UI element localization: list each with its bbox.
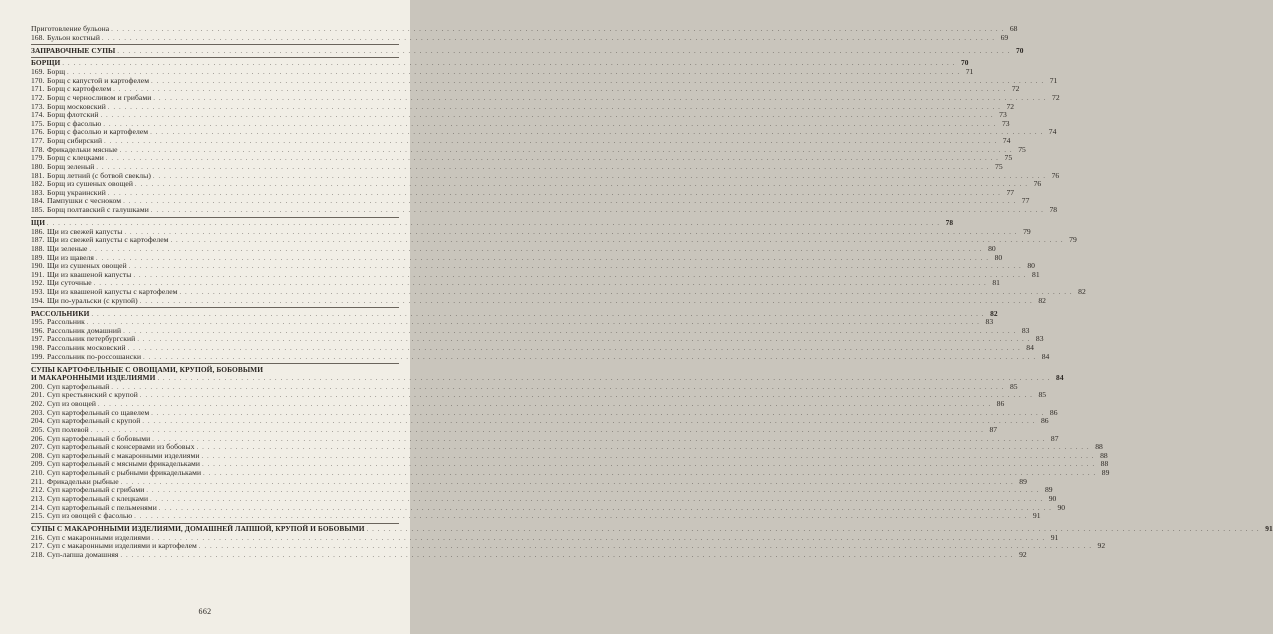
page-ref: 80 [994,252,1003,262]
section-divider [31,361,399,365]
dot-leader: . . . . . . . . . . . . . . . . . . . . . . . . . . . . . . . . . . . . . . . . . . . . . . . . . . . . . . . . . . . . . . . . . . . . . . . . . . . . . . . . . . . . . . . . . . . . . . . . . . . . . . . . . . . . . . . . . . . . . . . . . . . . . . . . . . . . . . . . . . . . . . . . . . . . . . . . . . . . . . . . [203,471,1097,478]
dot-leader: . . . . . . . . . . . . . . . . . . . . . . . . . . . . . . . . . . . . . . . . . . . . . . . . . . . . . . . . . . . . . . . . . . . . . . . . . . . . . . . . . . . . . . . . . . . . . . . . . . . . . . . . . . . . . . . . . . . . . . . . . . . . . . . . . . . . . . . . . . . . . . . . . . . . . . . . . . . . . . . . [113,87,1007,94]
entry-title: Рассольник петербургский [47,334,136,344]
toc-entry [31,295,1046,306]
dot-leader: . . . . . . . . . . . . . . . . . . . . . . . . . . . . . . . . . . . . . . . . . . . . . . . . . . . . . . . . . . . . . . . . . . . . . . . . . . . . . . . . . . . . . . . . . . . . . . . . . . . . . . . . . . . . . . . . . . . . . . . . . . . . . . . . . . . . . . . . . . . . . . . . . . . . . . . . . . . . . . . . [89,246,983,253]
page-ref: 71 [1049,75,1058,85]
entry-title: Борщ с клецками [47,153,104,163]
dot-leader: . . . . . . . . . . . . . . . . . . . . . . . . . . . . . . . . . . . . . . . . . . . . . . . . . . . . . . . . . . . . . . . . . . . . . . . . . . . . . . . . . . . . . . . . . . . . . . . . . . . . . . . . . . . . . . . . . . . . . . . . . . . . . . . . . . . . . . . . . . . . . . . . . . . . . . . . . . . . . . . . [157,376,1051,383]
page-ref: 83 [1021,325,1030,335]
entry-title: Суп картофельный с бобовыми [47,433,151,443]
dot-leader: . . . . . . . . . . . . . . . . . . . . . . . . . . . . . . . . . . . . . . . . . . . . . . . . . . . . . . . . . . . . . . . . . . . . . . . . . . . . . . . . . . . . . . . . . . . . . . . . . . . . . . . . . . . . . . . . . . . . . . . . . . . . . . . . . . . . . . . . . . . . . . . . . . . . . . . . . . . . . . . . [202,462,1096,469]
page-ref: 91 [1265,524,1273,534]
page-ref: 76 [1051,170,1060,180]
entry-number: 196. [31,325,45,335]
section-title: СУПЫ КАРТОФЕЛЬНЫЕ С ОВОЩАМИ, КРУПОЙ, БОБОВЫМИ [31,364,264,374]
entry-number: 213. [31,493,45,503]
dot-leader: . . . . . . . . . . . . . . . . . . . . . . . . . . . . . . . . . . . . . . . . . . . . . . . . . . . . . . . . . . . . . . . . . . . . . . . . . . . . . . . . . . . . . . . . . . . . . . . . . . . . . . . . . . . . . . . . . . . . . . . . . . . . . . . . . . . . . . . . . . . . . . . . . . . . . . . . . . . . . . . . [107,190,1002,197]
page-ref: 83 [1035,334,1044,344]
entry-number: 212. [31,485,45,495]
page-ref: 70 [960,58,969,68]
page-ref: 82 [1078,287,1086,297]
entry-number: 206. [31,433,45,443]
page-number: 662 [198,607,212,616]
page-ref: 72 [1006,101,1015,111]
page-ref: 92 [1097,541,1106,551]
entry-number: 198. [31,343,45,353]
entry-title: Борщ из сушеных овощей [47,179,133,189]
entry-number: 216. [31,532,45,542]
page-ref: 73 [1001,118,1010,128]
page-ref: 85 [1038,390,1047,400]
page-ref: 90 [1057,502,1066,512]
page-ref: 90 [1048,493,1057,503]
page-ref: 89 [1045,485,1053,495]
page-ref: 88 [1095,442,1103,452]
table-of-contents [31,24,1273,560]
page-ref: 71 [965,67,974,77]
entry-title: Суп из овощей [47,399,97,409]
entry-number: 205. [31,424,45,434]
entry-title: Борщ с фасолью [47,118,102,128]
dot-leader: . . . . . . . . . . . . . . . . . . . . . . . . . . . . . . . . . . . . . . . . . . . . . . . . . . . . . . . . . . . . . . . . . . . . . . . . . . . . . . . . . . . . . . . . . . . . . . . . . . . . . . . . . . . . . . . . . . . . . . . . . . . . . . . . . . . . . . . . . . . . . . . . . . . . . . . . . . . . . . . . [98,402,992,409]
entry-number: 192. [31,278,45,288]
page-ref: 80 [1027,261,1035,271]
entry-title: Пампушки с чесноком [47,196,122,206]
entry-title: Щи из сушеных овощей [47,261,127,271]
page-ref: 79 [1023,226,1031,236]
entry-number: 208. [31,450,45,460]
page-ref: 82 [990,308,998,318]
entry-number: 171. [31,84,45,94]
entry-number: 218. [31,550,45,560]
entry-number: 168. [31,32,45,42]
entry-number: 209. [31,459,45,469]
dot-leader: . . . . . . . . . . . . . . . . . . . . . . . . . . . . . . . . . . . . . . . . . . . . . . . . . . . . . . . . . . . . . . . . . . . . . . . . . . . . . . . . . . . . . . . . . . . . . . . . . . . . . . . . . . . . . . . . . . . . . . . . . . . . . . . . . . . . . . . . . . . . . . . . . . . . . . . . . . . . . . . . [111,384,1005,391]
section-divider [31,305,399,309]
page-ref: 79 [1069,235,1077,245]
dot-leader: . . . . . . . . . . . . . . . . . . . . . . . . . . . . . . . . . . . . . . . . . . . . . . . . . . . . . . . . . . . . . . . . . . . . . . . . . . . . . . . . . . . . . . . . . . . . . . . . . . . . . . . . . . . . . . . . . . . . . . . . . . . . . . . . . . . . . . . . . . . . . . . . . . . . . . . . . . . . . . . . [152,436,1046,443]
entry-title: Борщ с фасолью и картофелем [47,127,149,137]
page-ref: 75 [1018,144,1026,154]
dot-leader: . . . . . . . . . . . . . . . . . . . . . . . . . . . . . . . . . . . . . . . . . . . . . . . . . . . . . . . . . . . . . . . . . . . . . . . . . . . . . . . . . . . . . . . . . . . . . . . . . . . . . . . . . . . . . . . . . . . . . . . . . . . . . . . . . . . . . . . . . . . . . . . . . . . . . . . . . . . . . . . . [201,453,1095,460]
dot-leader: . . . . . . . . . . . . . . . . . . . . . . . . . . . . . . . . . . . . . . . . . . . . . . . . . . . . . . . . . . . . . . . . . . . . . . . . . . . . . . . . . . . . . . . . . . . . . . . . . . . . . . . . . . . . . . . . . . . . . . . . . . . . . . . . . . . . . . . . . . . . . . . . . . . . . . . . . . . . . . . . [47,221,941,228]
entry-number: 170. [31,75,45,85]
entry-number: 174. [31,110,45,120]
entry-title: Борщ флотский [47,110,99,120]
entry-number: 211. [31,476,45,486]
entry-number: 194. [31,295,45,305]
entry-number: 215. [31,511,45,521]
page-ref: 91 [1050,532,1059,542]
entry-number: 172. [31,92,45,102]
dot-leader: . . . . . . . . . . . . . . . . . . . . . . . . . . . . . . . . . . . . . . . . . . . . . . . . . . . . . . . . . . . . . . . . . . . . . . . . . . . . . . . . . . . . . . . . . . . . . . . . . . . . . . . . . . . . . . . . . . . . . . . . . . . . . . . . . . . . . . . . . . . . . . . . . . . . . . . . . . . . . . . . [123,328,1017,335]
section-title: И МАКАРОННЫМИ ИЗДЕЛИЯМИ [31,373,156,383]
dot-leader: . . . . . . . . . . . . . . . . . . . . . . . . . . . . . . . . . . . . . . . . . . . . . . . . . . . . . . . . . . . . . . . . . . . . . . . . . . . . . . . . . . . . . . . . . . . . . . . . . . . . . . . . . . . . . . . . . . . . . . . . . . . . . . . . . . . . . . . . . . . . . . . . . . . . . . . . . . . . . . . . [103,121,997,128]
section-title: РАССОЛЬНИКИ [31,308,90,318]
dot-leader: . . . . . . . . . . . . . . . . . . . . . . . . . . . . . . . . . . . . . . . . . . . . . . . . . . . . . . . . . . . . . . . . . . . . . . . . . . . . . . . . . . . . . . . . . . . . . . . . . . . . . . . . . . . . . . . . . . . . . . . . . . . . . . . . . . . . . . . . . . . . . . . . . . . . . . . . . . . . . . . . [142,419,1036,426]
dot-leader: . . . . . . . . . . . . . . . . . . . . . . . . . . . . . . . . . . . . . . . . . . . . . . . . . . . . . . . . . . . . . . . . . . . . . . . . . . . . . . . . . . . . . . . . . . . . . . . . . . . . . . . . . . . . . . . . . . . . . . . . . . . . . . . . . . . . . . . . . . . . . . . . . . . . . . . . . . . . . . . . [128,264,1022,271]
dot-leader: . . . . . . . . . . . . . . . . . . . . . . . . . . . . . . . . . . . . . . . . . . . . . . . . . . . . . . . . . . . . . . . . . . . . . . . . . . . . . . . . . . . . . . . . . . . . . . . . . . . . . . . . . . . . . . . . . . . . . . . . . . . . . . . . . . . . . . . . . . . . . . . . . . . . . . . . . . . . . . . . [153,95,1047,102]
page-ref: 72 [1052,92,1060,102]
entry-title: Борщ с капустой и картофелем [47,75,150,85]
entry-title: Щи суточные [47,278,92,288]
entry-number: 202. [31,399,45,409]
dot-leader: . . . . . . . . . . . . . . . . . . . . . . . . . . . . . . . . . . . . . . . . . . . . . . . . . . . . . . . . . . . . . . . . . . . . . . . . . . . . . . . . . . . . . . . . . . . . . . . . . . . . . . . . . . . . . . . . . . . . . . . . . . . . . . . . . . . . . . . . . . . . . . . . . . . . . . . . . . . . . . . . [150,496,1044,503]
dot-leader: . . . . . . . . . . . . . . . . . . . . . . . . . . . . . . . . . . . . . . . . . . . . . . . . . . . . . . . . . . . . . . . . . . . . . . . . . . . . . . . . . . . . . . . . . . . . . . . . . . . . . . . . . . . . . . . . . . . . . . . . . . . . . . . . . . . . . . . . . . . . . . . . . . . . . . . . . . . . . . . . [101,35,996,42]
entry-title: Щи из квашеной капусты с картофелем [47,287,178,297]
page-ref: 85 [1009,381,1018,391]
entry-title: Борщ полтавский с галушками [47,205,149,215]
entry-title: Борщ украинский [47,187,106,197]
toc-entry [31,32,1009,43]
page-ref: 70 [1015,45,1024,55]
entry-title: Щи из свежей капусты [47,226,123,236]
toc-entry [31,511,1041,521]
page-ref: 78 [945,218,954,228]
page-ref: 80 [988,243,996,253]
entry-title: Щи из щавеля [47,252,94,262]
entry-number: 175. [31,118,45,128]
page-ref: 88 [1100,450,1108,460]
page-ref: 84 [1056,373,1064,383]
page-ref: 88 [1100,459,1109,469]
entry-number: 184. [31,196,45,206]
dot-leader: . . . . . . . . . . . . . . . . . . . . . . . . . . . . . . . . . . . . . . . . . . . . . . . . . . . . . . . . . . . . . . . . . . . . . . . . . . . . . . . . . . . . . . . . . . . . . . . . . . . . . . . . . . . . . . . . . . . . . . . . . . . . . . . . . . . . . . . . . . . . . . . . . . . . . . . . . . . . . . . . [198,544,1093,551]
entry-number: 180. [31,161,45,171]
dot-leader: . . . . . . . . . . . . . . . . . . . . . . . . . . . . . . . . . . . . . . . . . . . . . . . . . . . . . . . . . . . . . . . . . . . . . . . . . . . . . . . . . . . . . . . . . . . . . . . . . . . . . . . . . . . . . . . . . . . . . . . . . . . . . . . . . . . . . . . . . . . . . . . . . . . . . . . . . . . . . . . . [117,48,1011,55]
entry-title: Суп с макаронными изделиями и картофелем [47,541,197,551]
section-title: БОРЩИ [31,58,61,68]
entry-number: 177. [31,136,45,146]
page-ref: 75 [995,161,1003,171]
dot-leader: . . . . . . . . . . . . . . . . . . . . . . . . . . . . . . . . . . . . . . . . . . . . . . . . . . . . . . . . . . . . . . . . . . . . . . . . . . . . . . . . . . . . . . . . . . . . . . . . . . . . . . . . . . . . . . . . . . . . . . . . . . . . . . . . . . . . . . . . . . . . . . . . . . . . . . . . . . . . . . . . [119,147,1013,154]
entry-title: Суп с макаронными изделиями [47,532,151,542]
dot-leader: . . . . . . . . . . . . . . . . . . . . . . . . . . . . . . . . . . . . . . . . . . . . . . . . . . . . . . . . . . . . . . . . . . . . . . . . . . . . . . . . . . . . . . . . . . . . . . . . . . . . . . . . . . . . . . . . . . . . . . . . . . . . . . . . . . . . . . . . . . . . . . . . . . . . . . . . . . . . . . . . [127,346,1021,353]
entry-title: Суп картофельный с грибами [47,485,145,495]
entry-title: Щи из квашеной капусты [47,269,132,279]
page-ref: 74 [1048,127,1057,137]
dot-leader: . . . . . . . . . . . . . . . . . . . . . . . . . . . . . . . . . . . . . . . . . . . . . . . . . . . . . . . . . . . . . . . . . . . . . . . . . . . . . . . . . . . . . . . . . . . . . . . . . . . . . . . . . . . . . . . . . . . . . . . . . . . . . . . . . . . . . . . . . . . . . . . . . . . . . . . . . . . . . . . . [62,61,956,68]
dot-leader: . . . . . . . . . . . . . . . . . . . . . . . . . . . . . . . . . . . . . . . . . . . . . . . . . . . . . . . . . . . . . . . . . . . . . . . . . . . . . . . . . . . . . . . . . . . . . . . . . . . . . . . . . . . . . . . . . . . . . . . . . . . . . . . . . . . . . . . . . . . . . . . . . . . . . . . . . . . . . . . . [152,535,1046,542]
entry-title: Суп картофельный с мясными фрикадельками [47,459,201,469]
page-ref: 86 [1040,416,1049,426]
section-header [31,308,998,319]
entry-title: Суп картофельный с рыбными фрикадельками [47,468,202,478]
entry-title: Щи из свежей капусты с картофелем [47,235,169,245]
dot-leader: . . . . . . . . . . . . . . . . . . . . . . . . . . . . . . . . . . . . . . . . . . . . . . . . . . . . . . . . . . . . . . . . . . . . . . . . . . . . . . . . . . . . . . . . . . . . . . . . . . . . . . . . . . . . . . . . . . . . . . . . . . . . . . . . . . . . . . . . . . . . . . . . . . . . . . . . . . . . . . . . [96,164,990,171]
entry-number: 169. [31,67,45,77]
page-ref: 77 [1006,187,1015,197]
entry-title: Суп крестьянский с крупой [47,390,138,400]
dot-leader: . . . . . . . . . . . . . . . . . . . . . . . . . . . . . . . . . . . . . . . . . . . . . . . . . . . . . . . . . . . . . . . . . . . . . . . . . . . . . . . . . . . . . . . . . . . . . . . . . . . . . . . . . . . . . . . . . . . . . . . . . . . . . . . . . . . . . . . . . . . . . . . . . . . . . . . . . . . . . . . . [107,104,1002,111]
entry-title: Суп-лапша домашняя [47,550,119,560]
page-ref: 75 [1004,153,1013,163]
entry-title: Щи зеленые [47,243,88,253]
entry-title: Рассольник московский [47,343,126,353]
entry-number: 182. [31,179,45,189]
entry-title: Щи по-уральски (с крупой) [47,295,138,305]
dot-leader: . . . . . . . . . . . . . . . . . . . . . . . . . . . . . . . . . . . . . . . . . . . . . . . . . . . . . . . . . . . . . . . . . . . . . . . . . . . . . . . . . . . . . . . . . . . . . . . . . . . . . . . . . . . . . . . . . . . . . . . . . . . . . . . . . . . . . . . . . . . . . . . . . . . . . . . . . . . . . . . . [100,113,994,120]
page-ref: 81 [1032,269,1040,279]
entry-title: Борщ [47,67,66,77]
entry-title: Суп картофельный с крупой [47,416,141,426]
dot-leader: . . . . . . . . . . . . . . . . . . . . . . . . . . . . . . . . . . . . . . . . . . . . . . . . . . . . . . . . . . . . . . . . . . . . . . . . . . . . . . . . . . . . . . . . . . . . . . . . . . . . . . . . . . . . . . . . . . . . . . . . . . . . . . . . . . . . . . . . . . . . . . . . . . . . . . . . . . . . . . . . [90,427,985,434]
page-ref: 72 [1011,84,1020,94]
entry-number: 200. [31,381,45,391]
page-ref: 78 [1049,205,1058,215]
entry-number: 203. [31,407,45,417]
entry-number: 195. [31,317,45,327]
page-ref: 91 [1032,511,1041,521]
dot-leader: . . . . . . . . . . . . . . . . . . . . . . . . . . . . . . . . . . . . . . . . . . . . . . . . . . . . . . . . . . . . . . . . . . . . . . . . . . . . . . . . . . . . . . . . . . . . . . . . . . . . . . . . . . . . . . . . . . . . . . . . . . . . . . . . . . . . . . . . . . . . . . . . . . . . . . . . . . . . . . . . [95,255,990,262]
entry-number: 190. [31,261,45,271]
entry-title: Суп картофельный [47,381,110,391]
dot-leader: . . . . . . . . . . . . . . . . . . . . . . . . . . . . . . . . . . . . . . . . . . . . . . . . . . . . . . . . . . . . . . . . . . . . . . . . . . . . . . . . . . . . . . . . . . . . . . . . . . . . . . . . . . . . . . . . . . . . . . . . . . . . . . . . . . . . . . . . . . . . . . . . . . . . . . . . . . . . . . . . [143,354,1037,361]
section-divider [31,55,399,59]
dot-leader: . . . . . . . . . . . . . . . . . . . . . . . . . . . . . . . . . . . . . . . . . . . . . . . . . . . . . . . . . . . . . . . . . . . . . . . . . . . . . . . . . . . . . . . . . . . . . . . . . . . . . . . . . . . . . . . . . . . . . . . . . . . . . . . . . . . . . . . . . . . . . . . . . . . . . . . . . . . . . . . . [137,337,1031,344]
entry-title: Борщ сибирский [47,136,103,146]
entry-number: 181. [31,170,45,180]
entry-title: Суп картофельный со щавелем [47,407,150,417]
toc-entry [31,205,1058,215]
dot-leader: . . . . . . . . . . . . . . . . . . . . . . . . . . . . . . . . . . . . . . . . . . . . . . . . . . . . . . . . . . . . . . . . . . . . . . . . . . . . . . . . . . . . . . . . . . . . . . . . . . . . . . . . . . . . . . . . . . . . . . . . . . . . . . . . . . . . . . . . . . . . . . . . . . . . . . . . . . . . . . . . [179,290,1073,297]
entry-title: Бульон костный [47,32,100,42]
page-ref: 84 [1026,343,1034,353]
entry-number: 188. [31,243,45,253]
dot-leader: . . . . . . . . . . . . . . . . . . . . . . . . . . . . . . . . . . . . . . . . . . . . . . . . . . . . . . . . . . . . . . . . . . . . . . . . . . . . . . . . . . . . . . . . . . . . . . . . . . . . . . . . . . . . . . . . . . . . . . . . . . . . . . . . . . . . . . . . . . . . . . . . . . . . . . . . . . . . . . . . [170,238,1064,245]
entry-title: Фрикадельки рыбные [47,476,119,486]
dot-leader: . . . . . . . . . . . . . . . . . . . . . . . . . . . . . . . . . . . . . . . . . . . . . . . . . . . . . . . . . . . . . . . . . . . . . . . . . . . . . . . . . . . . . . . . . . . . . . . . . . . . . . . . . . . . . . . . . . . . . . . . . . . . . . . . . . . . . . . . . . . . . . . . . . . . . . . . . . . . . . . . [120,553,1014,560]
entry-title: Суп картофельный с клецками [47,493,149,503]
dot-leader: . . . . . . . . . . . . . . . . . . . . . . . . . . . . . . . . . . . . . . . . . . . . . . . . . . . . . . . . . . . . . . . . . . . . . . . . . . . . . . . . . . . . . . . . . . . . . . . . . . . . . . . . . . . . . . . . . . . . . . . . . . . . . . . . . . . . . . . . . . . . . . . . . . . . . . . . . . . . . . . . [93,281,987,288]
entry-title: Суп из овощей с фасолью [47,511,133,521]
entry-title: Борщ зеленый [47,161,95,171]
entry-title: Фрикадельки мясные [47,144,118,154]
entry-number: 214. [31,502,45,512]
page-ref: 74 [1002,136,1011,146]
dot-leader: . . . . . . . . . . . . . . . . . . . . . . . . . . . . . . . . . . . . . . . . . . . . . . . . . . . . . . . . . . . . . . . . . . . . . . . . . . . . . . . . . . . . . . . . . . . . . . . . . . . . . . . . . . . . . . . . . . . . . . . . . . . . . . . . . . . . . . . . . . . . . . . . . . . . . . . . . . . . . . . . [151,78,1045,85]
page-ref: 84 [1041,351,1050,361]
dot-leader: . . . . . . . . . . . . . . . . . . . . . . . . . . . . . . . . . . . . . . . . . . . . . . . . . . . . . . . . . . . . . . . . . . . . . . . . . . . . . . . . . . . . . . . . . . . . . . . . . . . . . . . . . . . . . . . . . . . . . . . . . . . . . . . . . . . . . . . . . . . . . . . . . . . . . . . . . . . . . . . . [139,298,1033,305]
dot-leader: . . . . . . . . . . . . . . . . . . . . . . . . . . . . . . . . . . . . . . . . . . . . . . . . . . . . . . . . . . . . . . . . . . . . . . . . . . . . . . . . . . . . . . . . . . . . . . . . . . . . . . . . . . . . . . . . . . . . . . . . . . . . . . . . . . . . . . . . . . . . . . . . . . . . . . . . . . . . . . . . [134,514,1028,521]
entry-title: Приготовление бульона [31,24,110,33]
page-ref: 77 [1021,196,1030,206]
page-ref: 87 [989,424,998,434]
entry-title: Борщ с картофелем [47,84,112,94]
page-ref: 76 [1033,179,1042,189]
entry-number: 185. [31,205,45,215]
entry-number: 191. [31,269,45,279]
entry-title: Борщ летний (с ботвой свеклы) [47,170,151,180]
entry-number: 178. [31,144,45,154]
dot-leader: . . . . . . . . . . . . . . . . . . . . . . . . . . . . . . . . . . . . . . . . . . . . . . . . . . . . . . . . . . . . . . . . . . . . . . . . . . . . . . . . . . . . . . . . . . . . . . . . . . . . . . . . . . . . . . . . . . . . . . . . . . . . . . . . . . . . . . . . . . . . . . . . . . . . . . . . . . . . . . . . [91,311,985,318]
entry-number: 201. [31,390,45,400]
entry-number: 197. [31,334,45,344]
entry-title: Суп картофельный с консервами из бобовых [47,442,195,452]
page-ref: 92 [1019,550,1027,560]
dot-leader: . . . . . . . . . . . . . . . . . . . . . . . . . . . . . . . . . . . . . . . . . . . . . . . . . . . . . . . . . . . . . . . . . . . . . . . . . . . . . . . . . . . . . . . . . . . . . . . . . . . . . . . . . . . . . . . . . . . . . . . . . . . . . . . . . . . . . . . . . . . . . . . . . . . . . . . . . . . . . . . . [152,173,1047,180]
page-ref: 69 [1000,32,1009,42]
entry-title: Суп картофельный с пельменями [47,502,157,512]
page-ref: 68 [1009,24,1018,33]
dot-leader: . . . . . . . . . . . . . . . . . . . . . . . . . . . . . . . . . . . . . . . . . . . . . . . . . . . . . . . . . . . . . . . . . . . . . . . . . . . . . . . . . . . . . . . . . . . . . . . . . . . . . . . . . . . . . . . . . . . . . . . . . . . . . . . . . . . . . . . . . . . . . . . . . . . . . . . . . . . . . . . . [104,139,998,146]
dot-leader: . . . . . . . . . . . . . . . . . . . . . . . . . . . . . . . . . . . . . . . . . . . . . . . . . . . . . . . . . . . . . . . . . . . . . . . . . . . . . . . . . . . . . . . . . . . . . . . . . . . . . . . . . . . . . . . . . . . . . . . . . . . . . . . . . . . . . . . . . . . . . . . . . . . . . . . . . . . . . . . . [146,488,1040,495]
page-ref: 86 [1049,407,1058,417]
entry-number: 187. [31,235,45,245]
page-ref: 86 [996,399,1005,409]
entry-number: 217. [31,541,45,551]
dot-leader: . . . . . . . . . . . . . . . . . . . . . . . . . . . . . . . . . . . . . . . . . . . . . . . . . . . . . . . . . . . . . . . . . . . . . . . . . . . . . . . . . . . . . . . . . . . . . . . . . . . . . . . . . . . . . . . . . . . . . . . . . . . . . . . . . . . . . . . . . . . . . . . . . . . . . . . . . . . . . . . . [196,445,1090,452]
section-title: ЩИ [31,218,46,228]
section-title: СУПЫ С МАКАРОННЫМИ ИЗДЕЛИЯМИ, ДОМАШНЕЙ ЛАПШОЙ, КРУПОЙ И БОБОВЫМИ [31,524,365,534]
dot-leader: . . . . . . . . . . . . . . . . . . . . . . . . . . . . . . . . . . . . . . . . . . . . . . . . . . . . . . . . . . . . . . . . . . . . . . . . . . . . . . . . . . . . . . . . . . . . . . . . . . . . . . . . . . . . . . . . . . . . . . . . . . . . . . . . . . . . . . . . . . . . . . . . . . . . . . . . . . . . . . . . [111,27,1005,33]
entry-title: Суп полевой [47,424,89,434]
entry-number: 186. [31,226,45,236]
dot-leader: . . . . . . . . . . . . . . . . . . . . . . . . . . . . . . . . . . . . . . . . . . . . . . . . . . . . . . . . . . . . . . . . . . . . . . . . . . . . . . . . . . . . . . . . . . . . . . . . . . . . . . . . . . . . . . . . . . . . . . . . . . . . . . . . . . . . . . . . . . . . . . . . . . . . . . . . . . . . . . . . [86,320,981,327]
dot-leader: . . . . . . . . . . . . . . . . . . . . . . . . . . . . . . . . . . . . . . . . . . . . . . . . . . . . . . . . . . . . . . . . . . . . . . . . . . . . . . . . . . . . . . . . . . . . . . . . . . . . . . . . . . . . . . . . . . . . . . . . . . . . . . . . . . . . . . . . . . . . . . . . . . . . . . . . . . . . . . . . [134,182,1029,189]
dot-leader: . . . . . . . . . . . . . . . . . . . . . . . . . . . . . . . . . . . . . . . . . . . . . . . . . . . . . . . . . . . . . . . . . . . . . . . . . . . . . . . . . . . . . . . . . . . . . . . . . . . . . . . . . . . . . . . . . . . . . . . . . . . . . . . . . . . . . . . . . . . . . . . . . . . . . . . . . . . . . . . . [158,505,1053,512]
page-ref: 81 [992,278,1000,288]
page-ref: 89 [1101,468,1110,478]
section-title: ЗАПРАВОЧНЫЕ СУПЫ [31,45,116,55]
page-ref: 83 [985,317,994,327]
section-divider [31,521,399,525]
dot-leader: . . . . . . . . . . . . . . . . . . . . . . . . . . . . . . . . . . . . . . . . . . . . . . . . . . . . . . . . . . . . . . . . . . . . . . . . . . . . . . . . . . . . . . . . . . . . . . . . . . . . . . . . . . . . . . . . . . . . . . . . . . . . . . . . . . . . . . . . . . . . . . . . . . . . . . . . . . . . . . . . [123,199,1017,206]
page-ref: 82 [1038,295,1046,305]
entry-number: 183. [31,187,45,197]
entry-title: Рассольник домашний [47,325,122,335]
dot-leader: . . . . . . . . . . . . . . . . . . . . . . . . . . . . . . . . . . . . . . . . . . . . . . . . . . . . . . . . . . . . . . . . . . . . . . . . . . . . . . . . . . . . . . . . . . . . . . . . . . . . . . . . . . . . . . . . . . . . . . . . . . . . . . . . . . . . . . . . . . . . . . . . . . . . . . . . . . . . . . . . [105,156,1000,163]
dot-leader: . . . . . . . . . . . . . . . . . . . . . . . . . . . . . . . . . . . . . . . . . . . . . . . . . . . . . . . . . . . . . . . . . . . . . . . . . . . . . . . . . . . . . . . . . . . . . . . . . . . . . . . . . . . . . . . . . . . . . . . . . . . . . . . . . . . . . . . . . . . . . . . . . . . . . . . . . . . . . . . . [150,130,1044,137]
entry-number: 210. [31,468,45,478]
entry-number: 193. [31,287,45,297]
section-divider [31,42,399,46]
entry-title: Суп картофельный с макаронными изделиями [47,450,200,460]
section-header [31,45,1024,56]
dot-leader: . . . . . . . . . . . . . . . . . . . . . . . . . . . . . . . . . . . . . . . . . . . . . . . . . . . . . . . . . . . . . . . . . . . . . . . . . . . . . . . . . . . . . . . . . . . . . . . . . . . . . . . . . . . . . . . . . . . . . . . . . . . . . . . . . . . . . . . . . . . . . . . . . . . . . . . . . . . . . . . . [139,393,1034,400]
entry-number: 189. [31,252,45,262]
dot-leader: . . . . . . . . . . . . . . . . . . . . . . . . . . . . . . . . . . . . . . . . . . . . . . . . . . . . . . . . . . . . . . . . . . . . . . . . . . . . . . . . . . . . . . . . . . . . . . . . . . . . . . . . . . . . . . . . . . . . . . . . . . . . . . . . . . . . . . . . . . . . . . . . . . . . . . . . . . . . . . . . [151,410,1045,417]
toc-entry [31,550,1027,560]
dot-leader: . . . . . . . . . . . . . . . . . . . . . . . . . . . . . . . . . . . . . . . . . . . . . . . . . . . . . . . . . . . . . . . . . . . . . . . . . . . . . . . . . . . . . . . . . . . . . . . . . . . . . . . . . . . . . . . . . . . . . . . . . . . . . . . . . . . . . . . . . . . . . . . . . . . . . . . . . . . . . . . . [150,208,1045,215]
dot-leader: . . . . . . . . . . . . . . . . . . . . . . . . . . . . . . . . . . . . . . . . . . . . . . . . . . . . . . . . . . . . . . . . . . . . . . . . . . . . . . . . . . . . . . . . . . . . . . . . . . . . . . . . . . . . . . . . . . . . . . . . . . . . . . . . . . . . . . . . . . . . . . . . . . . . . . . . . . . . . . . . [124,229,1018,236]
entry-title: Борщ московский [47,101,106,111]
entry-number: 176. [31,127,45,137]
section-divider [31,215,399,219]
entry-number: 199. [31,351,45,361]
page-ref: 87 [1050,433,1059,443]
toc-entry [31,351,1050,362]
dot-leader: . . . . . . . . . . . . . . . . . . . . . . . . . . . . . . . . . . . . . . . . . . . . . . . . . . . . . . . . . . . . . . . . . . . . . . . . . . . . . . . . . . . . . . . . . . . . . . . . . . . . . . . . . . . . . . . . . . . . . . . . . . . . . . . . . . . . . . . . . . . . . . . . . . . . . . . . . . . . . . . . [67,70,961,77]
entry-title: Борщ с черносливом и грибами [47,92,152,102]
dot-leader: . . . . . . . . . . . . . . . . . . . . . . . . . . . . . . . . . . . . . . . . . . . . . . . . . . . . . . . . . . . . . . . . . . . . . . . . . . . . . . . . . . . . . . . . . . . . . . . . . . . . . . . . . . . . . . . . . . . . . . . . . . . . . . . . . . . . . . . . . . . . . . . . . . . . . . . . . . . . . . . . [366,527,1260,534]
page-ref: 73 [999,110,1007,120]
section-header [31,58,969,68]
entry-number: 204. [31,416,45,426]
entry-number: 173. [31,101,45,111]
entry-title: Рассольник по-россошански [47,351,142,361]
page-ref: 89 [1019,476,1027,486]
entry-number: 179. [31,153,45,163]
dot-leader: . . . . . . . . . . . . . . . . . . . . . . . . . . . . . . . . . . . . . . . . . . . . . . . . . . . . . . . . . . . . . . . . . . . . . . . . . . . . . . . . . . . . . . . . . . . . . . . . . . . . . . . . . . . . . . . . . . . . . . . . . . . . . . . . . . . . . . . . . . . . . . . . . . . . . . . . . . . . . . . . [120,479,1014,486]
entry-number: 207. [31,442,45,452]
dot-leader: . . . . . . . . . . . . . . . . . . . . . . . . . . . . . . . . . . . . . . . . . . . . . . . . . . . . . . . . . . . . . . . . . . . . . . . . . . . . . . . . . . . . . . . . . . . . . . . . . . . . . . . . . . . . . . . . . . . . . . . . . . . . . . . . . . . . . . . . . . . . . . . . . . . . . . . . . . . . . . . . [133,272,1027,279]
entry-title: Рассольник [47,317,85,327]
